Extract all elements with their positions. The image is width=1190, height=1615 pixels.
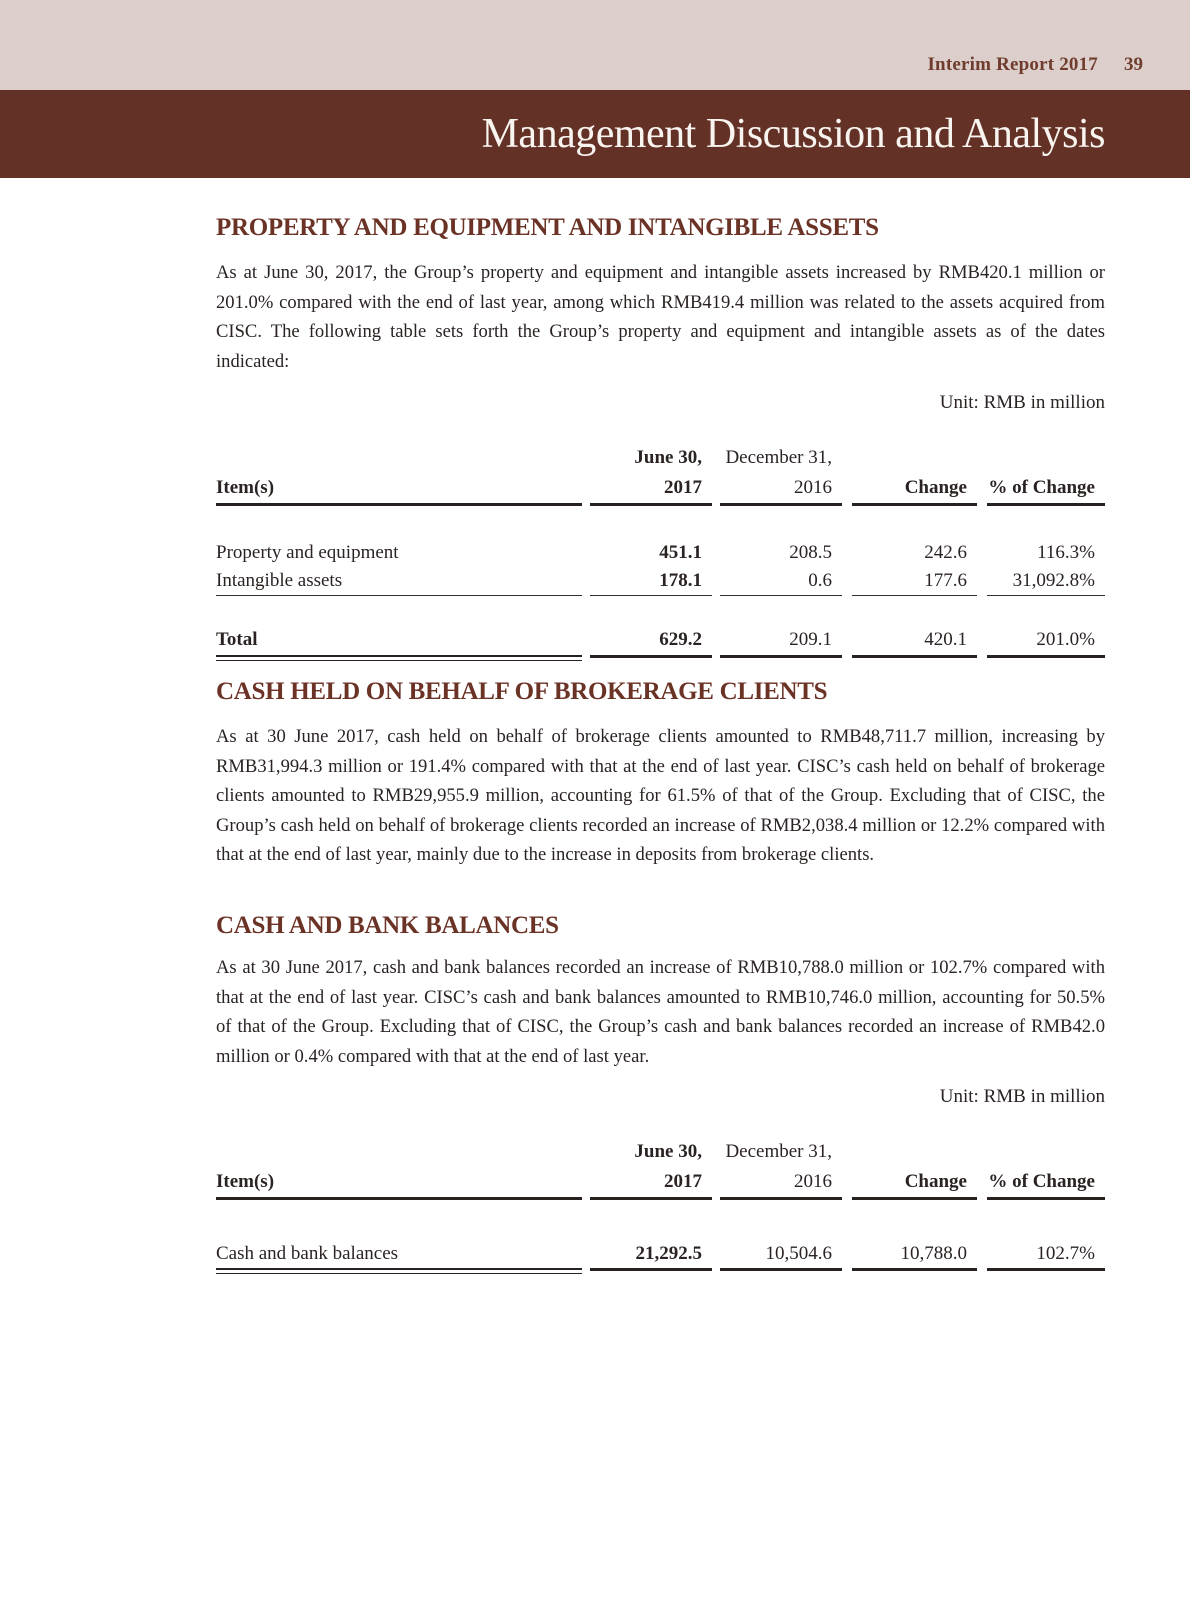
empty-cell [852, 1137, 977, 1167]
unit-label-cash-table: Unit: RMB in million [939, 1086, 1105, 1107]
row-label: Intangible assets [216, 570, 343, 591]
value-jun2017: 451.1 [659, 542, 702, 563]
chapter-banner [0, 90, 1190, 178]
col-header-change: Change [904, 1171, 967, 1192]
section-heading-property-equipment: PROPERTY AND EQUIPMENT AND INTANGIBLE ASSETS [216, 214, 879, 241]
chapter-title: Management Discussion and Analysis [481, 111, 1105, 157]
value-jun2017: 21,292.5 [635, 1243, 702, 1264]
table-spacer [216, 596, 1105, 625]
col-header-2017: 2017 [664, 477, 702, 498]
value-pct-change: 102.7% [1036, 1243, 1095, 1264]
report-title: Interim Report 2017 [927, 54, 1098, 75]
empty-cell [216, 443, 582, 473]
table-total-row [216, 625, 1105, 655]
page-header-band [0, 0, 1190, 90]
empty-cell [216, 1137, 582, 1167]
table-body-rule [216, 595, 1105, 596]
col-header-june30: June 30, [634, 447, 702, 468]
value-jun2017: 178.1 [659, 570, 702, 591]
table-header-rule [216, 503, 1105, 506]
value-change: 177.6 [924, 570, 967, 591]
row-label: Cash and bank balances [216, 1243, 399, 1264]
table-row [216, 567, 1105, 595]
unit-label-property-table: Unit: RMB in million [939, 392, 1105, 413]
property-equipment-table [216, 443, 1105, 661]
value-change: 242.6 [924, 542, 967, 563]
total-jun2017: 629.2 [659, 629, 702, 650]
col-header-pct-change: % of Change [988, 477, 1095, 498]
row-label: Property and equipment [216, 542, 399, 563]
col-header-pct-change: % of Change [988, 1171, 1095, 1192]
value-change: 10,788.0 [900, 1243, 967, 1264]
col-header-items: Item(s) [216, 477, 275, 498]
empty-cell [987, 443, 1105, 473]
section-heading-cash-bank: CASH AND BANK BALANCES [216, 912, 559, 939]
total-label: Total [216, 629, 258, 650]
value-pct-change: 31,092.8% [1012, 570, 1095, 591]
col-header-dec31: December 31, [725, 1141, 832, 1162]
value-dec2016: 0.6 [808, 570, 832, 591]
total-dec2016: 209.1 [789, 629, 832, 650]
table-bottom-rule [216, 655, 1105, 661]
total-change: 420.1 [924, 629, 967, 650]
value-dec2016: 10,504.6 [765, 1243, 832, 1264]
table-header-labels [216, 1167, 1105, 1197]
section-heading-cash-brokerage: CASH HELD ON BEHALF OF BROKERAGE CLIENTS [216, 678, 828, 705]
col-header-dec31: December 31, [725, 447, 832, 468]
empty-cell [987, 1137, 1105, 1167]
table-row [216, 539, 1105, 567]
section-body-property-equipment: As at June 30, 2017, the Group’s property and equipment and intangible assets increased by RMB420.1 million or 201.0% compared with the end of last year, among which RMB419.4 million was related to the assets acquired from CISC. The following table sets forth the Group’s property and equipment and intangible assets as of the dates indicated: [216, 262, 1105, 372]
table-header-rule [216, 1197, 1105, 1200]
col-header-june30: June 30, [634, 1141, 702, 1162]
col-header-2016: 2016 [794, 477, 832, 498]
table-header-labels [216, 473, 1105, 503]
total-pct-change: 201.0% [1036, 629, 1095, 650]
value-pct-change: 116.3% [1037, 542, 1095, 563]
table-spacer [216, 1200, 1105, 1240]
value-dec2016: 208.5 [789, 542, 832, 563]
page-number: 39 [1124, 54, 1143, 75]
col-header-2016: 2016 [794, 1171, 832, 1192]
empty-cell [852, 443, 977, 473]
col-header-items: Item(s) [216, 1171, 275, 1192]
table-spacer [216, 506, 1105, 539]
table-header-dates [216, 443, 1105, 473]
col-header-change: Change [904, 477, 967, 498]
table-row [216, 1240, 1105, 1268]
table-header-dates [216, 1137, 1105, 1167]
section-body-cash-brokerage: As at 30 June 2017, cash held on behalf of brokerage clients amounted to RMB48,711.7 million, increasing by RMB31,994.3 million or 191.4% compared with that at the end of last year. CISC’s cash held on behalf of brokerage clients amounted to RMB29,955.9 million, accounting for 61.5% of that of the Group. Excluding that of CISC, the Group’s cash held on behalf of brokerage clients recorded an increase of RMB2,038.4 million or 12.2% compared with that at the end of last year, mainly due to the increase in deposits from brokerage clients. [216, 726, 1105, 865]
cash-bank-table [216, 1137, 1105, 1274]
col-header-2017: 2017 [664, 1171, 702, 1192]
section-body-cash-bank: As at 30 June 2017, cash and bank balances recorded an increase of RMB10,788.0 million or 102.7% compared with that at the end of last year. CISC’s cash and bank balances amounted to RMB10,746.0 million, accounting for 50.5% of that of the Group. Excluding that of CISC, the Group’s cash and bank balances recorded an increase of RMB42.0 million or 0.4% compared with that at the end of last year. [216, 957, 1105, 1067]
table-bottom-rule [216, 1268, 1105, 1274]
